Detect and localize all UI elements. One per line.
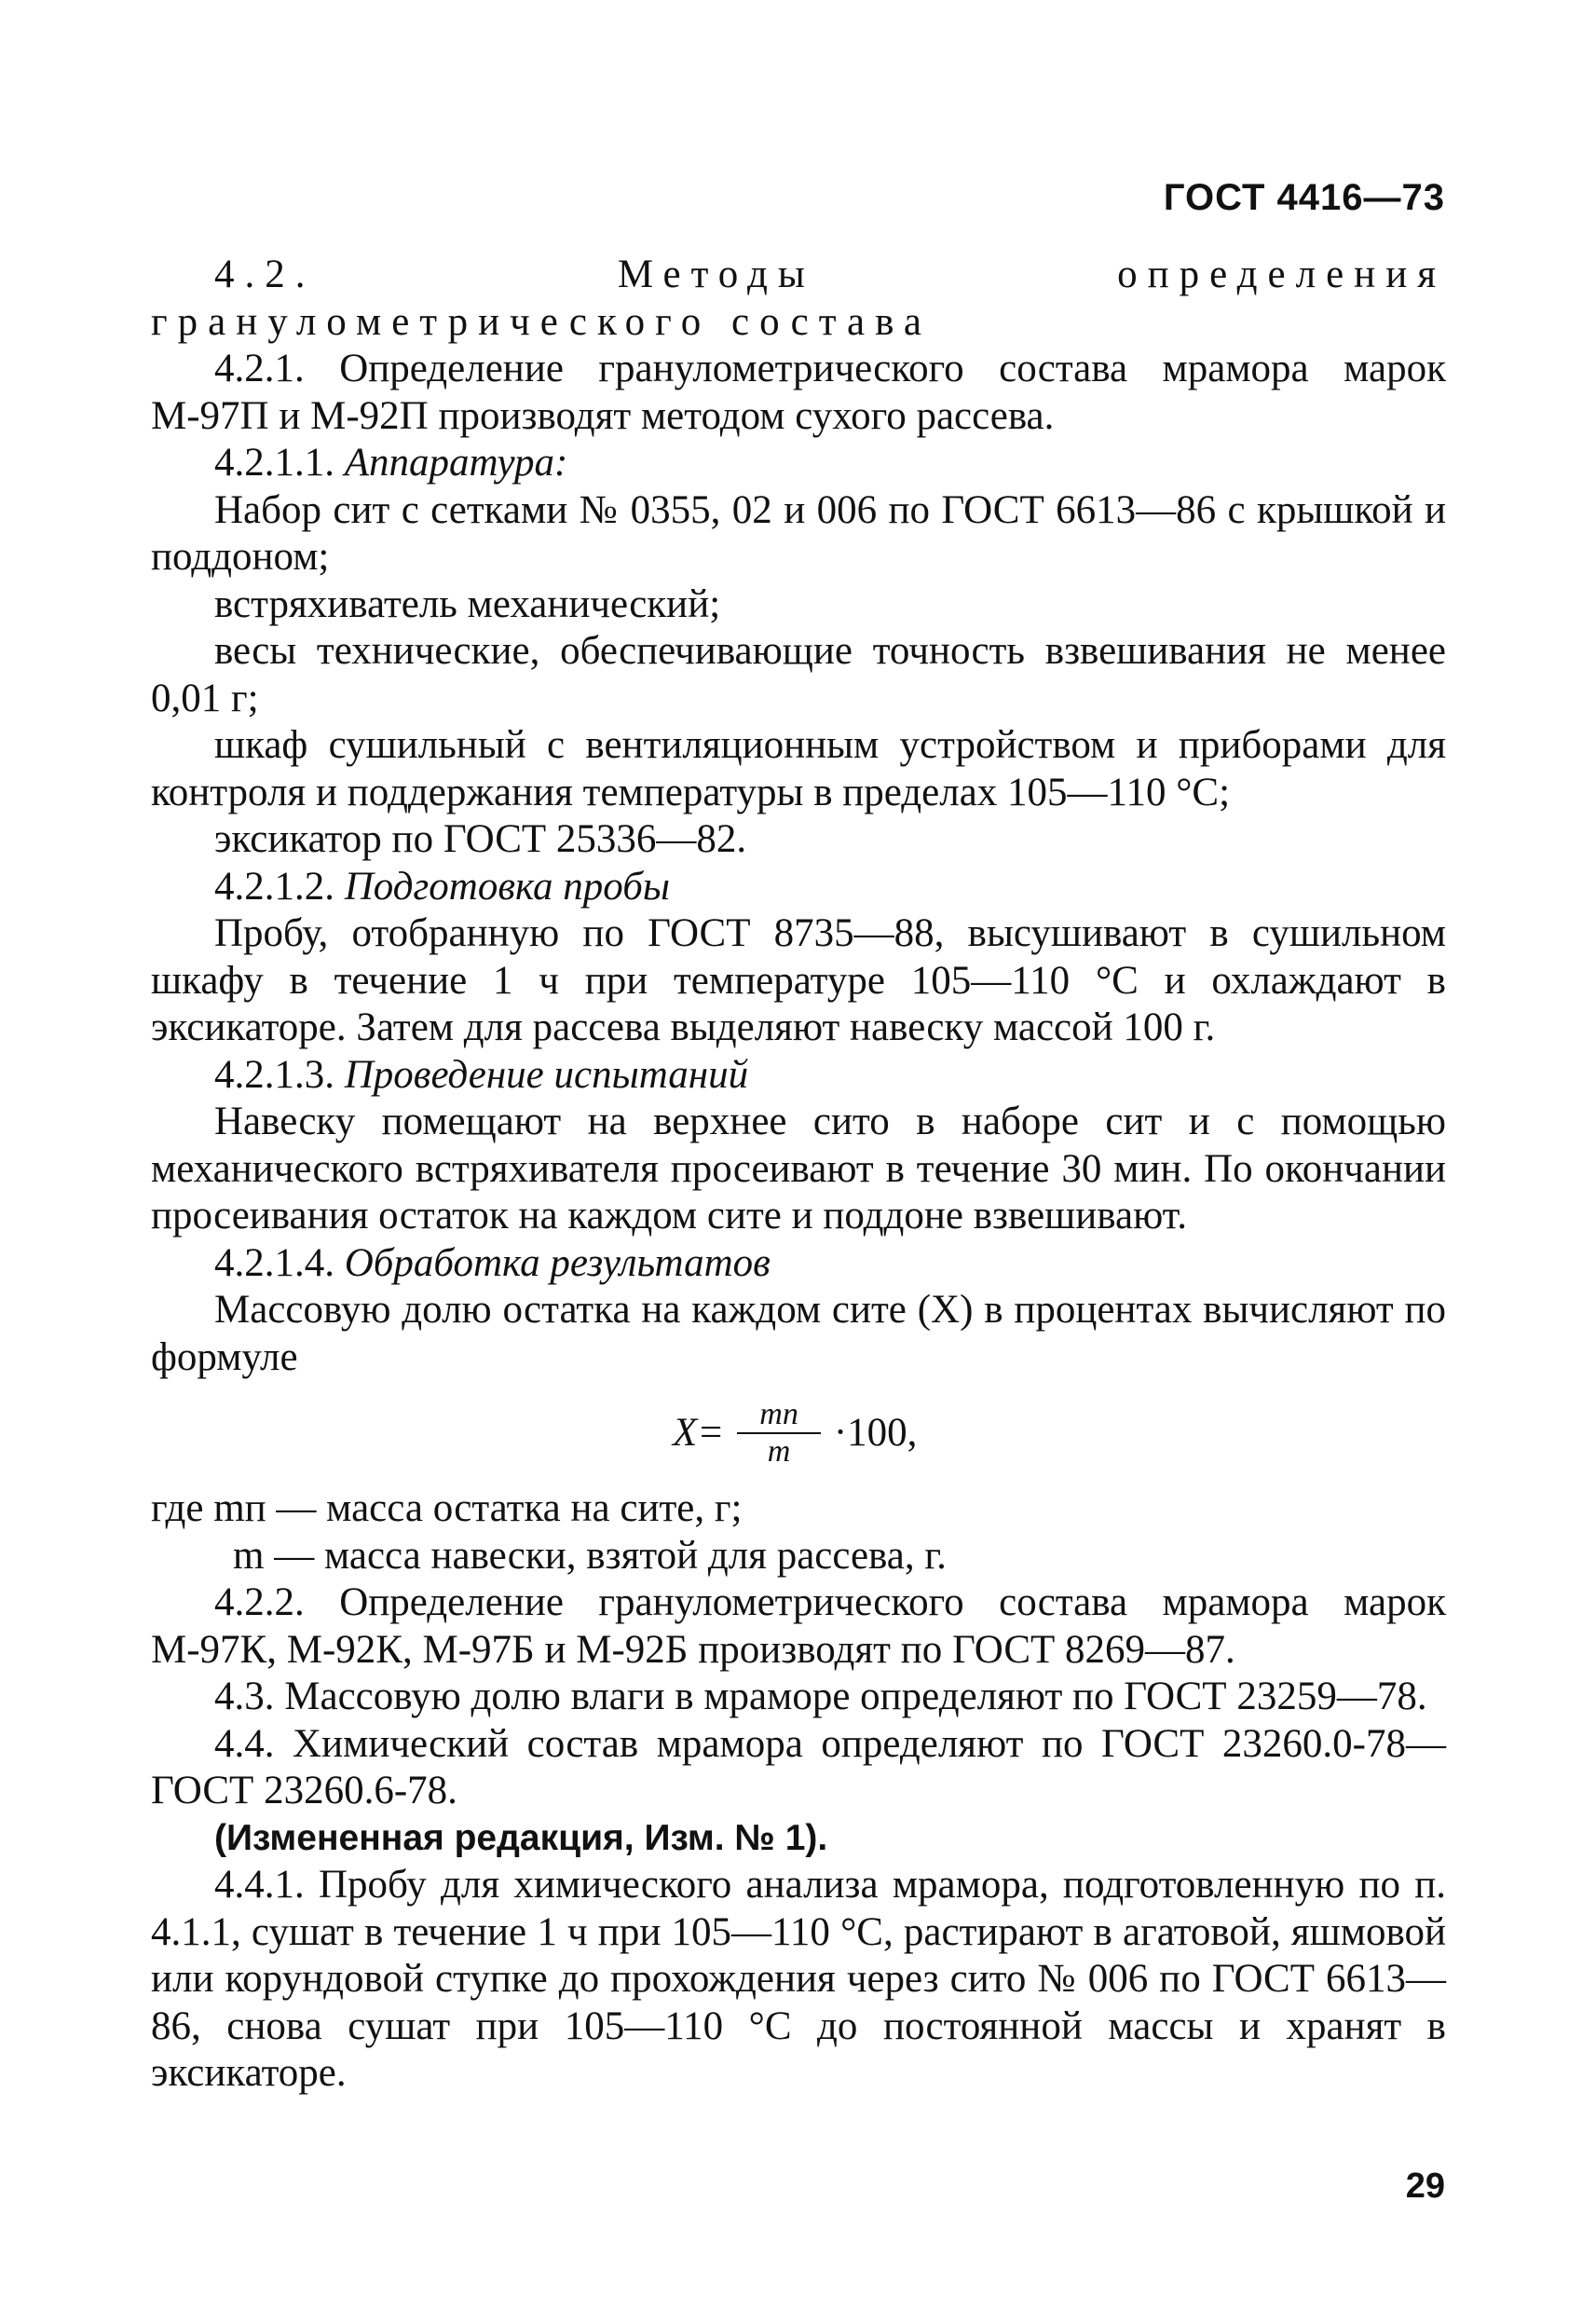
section-4-4-1: 4.4.1. Пробу для химического анализа мрамора, подготовленную по п. 4.1.1, сушат в течение 1 ч при 105—110 °С, растирают в агатовой, яшмовой или корундовой ступке до прохождения через сито № 006 по ГОСТ 6613—86, снова сушат при 105—110 °С до постоянной массы и хранят в эксикаторе. (151, 1863, 1446, 2095)
amendment-note: (Измененная редакция, Изм. № 1). (214, 1817, 828, 1858)
section-number: 4.2.1.1. (214, 441, 334, 485)
formula-rhs: ·100, (833, 1410, 918, 1455)
formula-lhs: X= (673, 1410, 725, 1455)
apparatus-item: эксикатор по ГОСТ 25336—82. (214, 817, 747, 861)
apparatus-item: Набор сит с сетками № 0355, 02 и 006 по ГОСТ 6613—86 с крышкой и поддоном; (151, 487, 1446, 579)
section-4-2-1-3-heading (151, 1052, 1446, 1100)
document-id-header: ГОСТ 4416—73 (1163, 177, 1445, 218)
section-number: 4.2.1.2. (214, 864, 334, 909)
section-title: Обработка результатов (344, 1240, 771, 1285)
formula-legend-1: где mп — масса остатка на сите, г; (151, 1486, 743, 1530)
formula-denominator: m (767, 1434, 791, 1469)
section-4-2-1-2-text: Пробу, отобранную по ГОСТ 8735—88, высушивают в сушильном шкафу в течение 1 ч при температуре 105—110 °С и охлаждают в эксикаторе. Затем для рассева выделяют навеску массой 100 г. (151, 911, 1446, 1049)
section-4-2-1: 4.2.1. Определение гранулометрического состава мрамора марок М-97П и М-92П производят методом сухого рассева. (151, 347, 1446, 438)
formula-fraction (737, 1397, 821, 1470)
page-number: 29 (1405, 2167, 1445, 2206)
section-4-2-1-2-heading (151, 864, 1446, 911)
section-4-2-1-3-text: Навеску помещают на верхнее сито в наборе сит и с помощью механического встряхивателя просеивают в течение 30 мин. По окончании просеивания остаток на каждом сите и поддоне взвешивают. (151, 1100, 1446, 1238)
section-4-2-1-4-text: Массовую долю остатка на каждом сите (X) в процентах вычисляют по формуле (151, 1288, 1446, 1379)
formula-numerator: mп (737, 1397, 821, 1434)
formula-legend-2: m — масса навески, взятой для рассева, г. (233, 1533, 947, 1578)
section-4-3: 4.3. Массовую долю влаги в мраморе определяют по ГОСТ 23259—78. (214, 1675, 1427, 1718)
apparatus-item: весы технические, обеспечивающие точность взвешивания не менее 0,01 г; (151, 629, 1446, 720)
apparatus-item: шкаф сушильный с вентиляционным устройством и приборами для контроля и поддержания температуры в пределах 105—110 °С; (151, 723, 1446, 814)
section-4-2-2: 4.2.2. Определение гранулометрического состава мрамора марок М-97К, М-92К, М-97Б и М-92Б производят по ГОСТ 8269—87. (151, 1580, 1446, 1672)
apparatus-item: встряхиватель механический; (214, 581, 721, 626)
section-4-4: 4.4. Химический состав мрамора определяют по ГОСТ 23260.0-78—ГОСТ 23260.6-78. (151, 1721, 1446, 1812)
section-title: Аппаратура: (344, 441, 568, 485)
section-number: 4.2.1.4. (214, 1240, 334, 1285)
formula (151, 1381, 1446, 1485)
section-number: 4.2.1.3. (214, 1052, 334, 1097)
section-title: Проведение испытаний (344, 1052, 749, 1097)
page-body (151, 252, 1446, 2098)
section-4-2-1-4-heading (151, 1240, 1446, 1288)
section-4-2-1-1-heading (151, 440, 1446, 487)
section-title: Подготовка пробы (344, 864, 670, 909)
section-4-2-heading: 4.2. Методы определения гранулометрического состава (151, 253, 1446, 344)
